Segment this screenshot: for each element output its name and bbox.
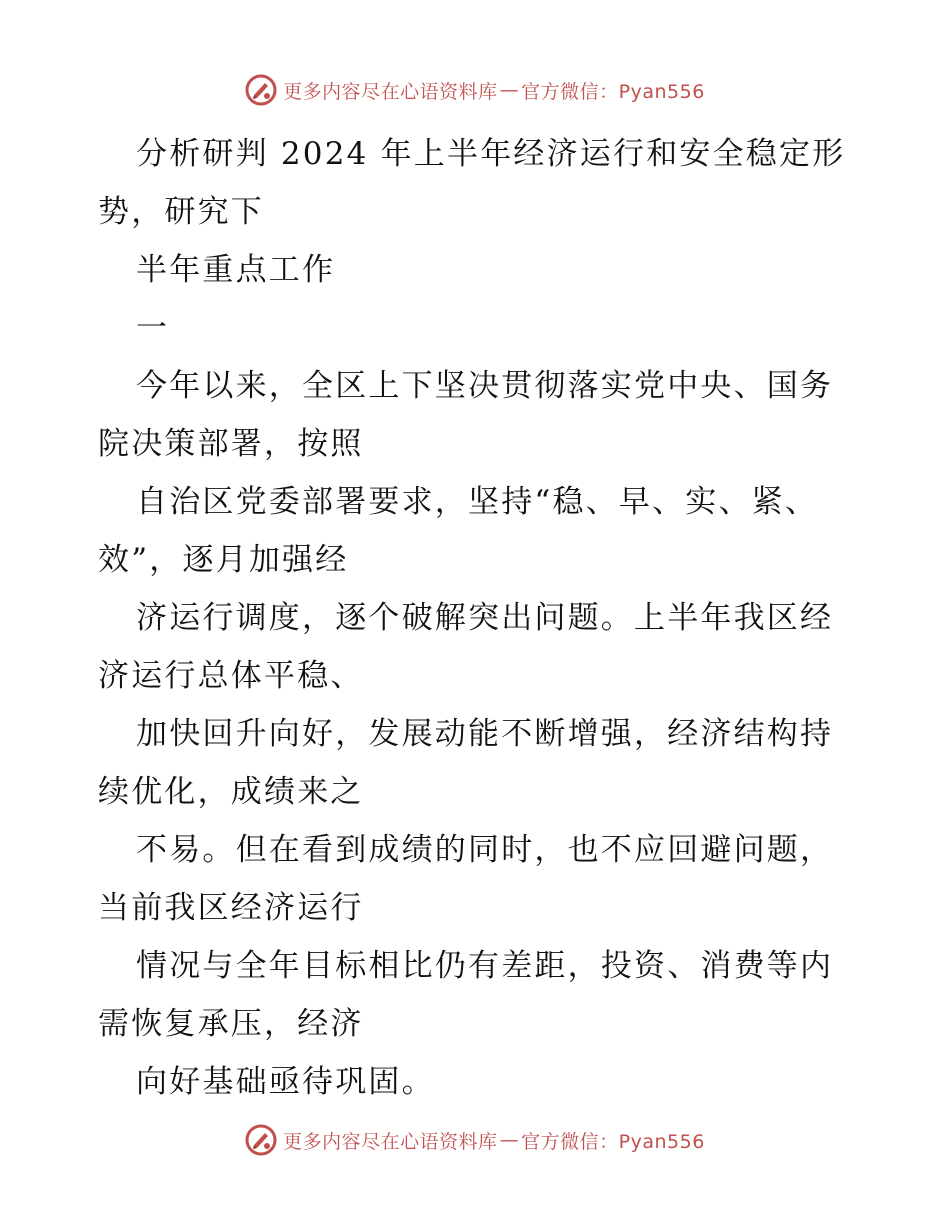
text-line: 不易。但在看到成绩的同时，也不应回避问题， <box>136 832 834 868</box>
watermark-main-text: 更多内容尽在心语资料库 <box>283 1130 498 1153</box>
text-line: 加快回升向好，发展动能不断增强，经济结构持 <box>136 716 834 752</box>
text-line: 向好基础亟待巩固。 <box>136 1064 435 1100</box>
text-line: 自治区党委部署要求，坚持“稳、早、实、紧、 <box>136 484 819 520</box>
text-line: 分析研判 2024 年上半年经济运行和安全稳定形 <box>136 136 846 172</box>
logo-icon <box>245 74 277 106</box>
document-body <box>98 125 858 1111</box>
logo-icon <box>245 1124 277 1156</box>
text-line: 势，研究下 <box>98 194 264 230</box>
text-line: 院决策部署，按照 <box>98 426 364 462</box>
text-line: 济运行总体平稳、 <box>98 658 364 694</box>
text-line: 续优化，成绩来之 <box>98 774 364 810</box>
watermark-tail-text: 官方微信：Pyan556 <box>521 80 705 103</box>
text-line: 一 <box>136 310 170 346</box>
text-line: 当前我区经济运行 <box>98 890 364 926</box>
watermark-separator: — <box>499 79 520 101</box>
header-watermark <box>0 70 950 110</box>
text-line: 济运行调度，逐个破解突出问题。上半年我区经 <box>136 600 834 636</box>
text-line: 今年以来，全区上下坚决贯彻落实党中央、国务 <box>136 368 834 404</box>
text-line: 需恢复承压，经济 <box>98 1006 364 1042</box>
text-line: 半年重点工作 <box>136 252 336 288</box>
text-line: 情况与全年目标相比仍有差距，投资、消费等内 <box>136 948 834 984</box>
watermark-tail-text: 官方微信：Pyan556 <box>521 1130 705 1153</box>
text-line: 效”，逐月加强经 <box>98 542 349 578</box>
watermark-separator: — <box>499 1129 520 1151</box>
watermark-main-text: 更多内容尽在心语资料库 <box>283 80 498 103</box>
footer-watermark <box>0 1120 950 1160</box>
